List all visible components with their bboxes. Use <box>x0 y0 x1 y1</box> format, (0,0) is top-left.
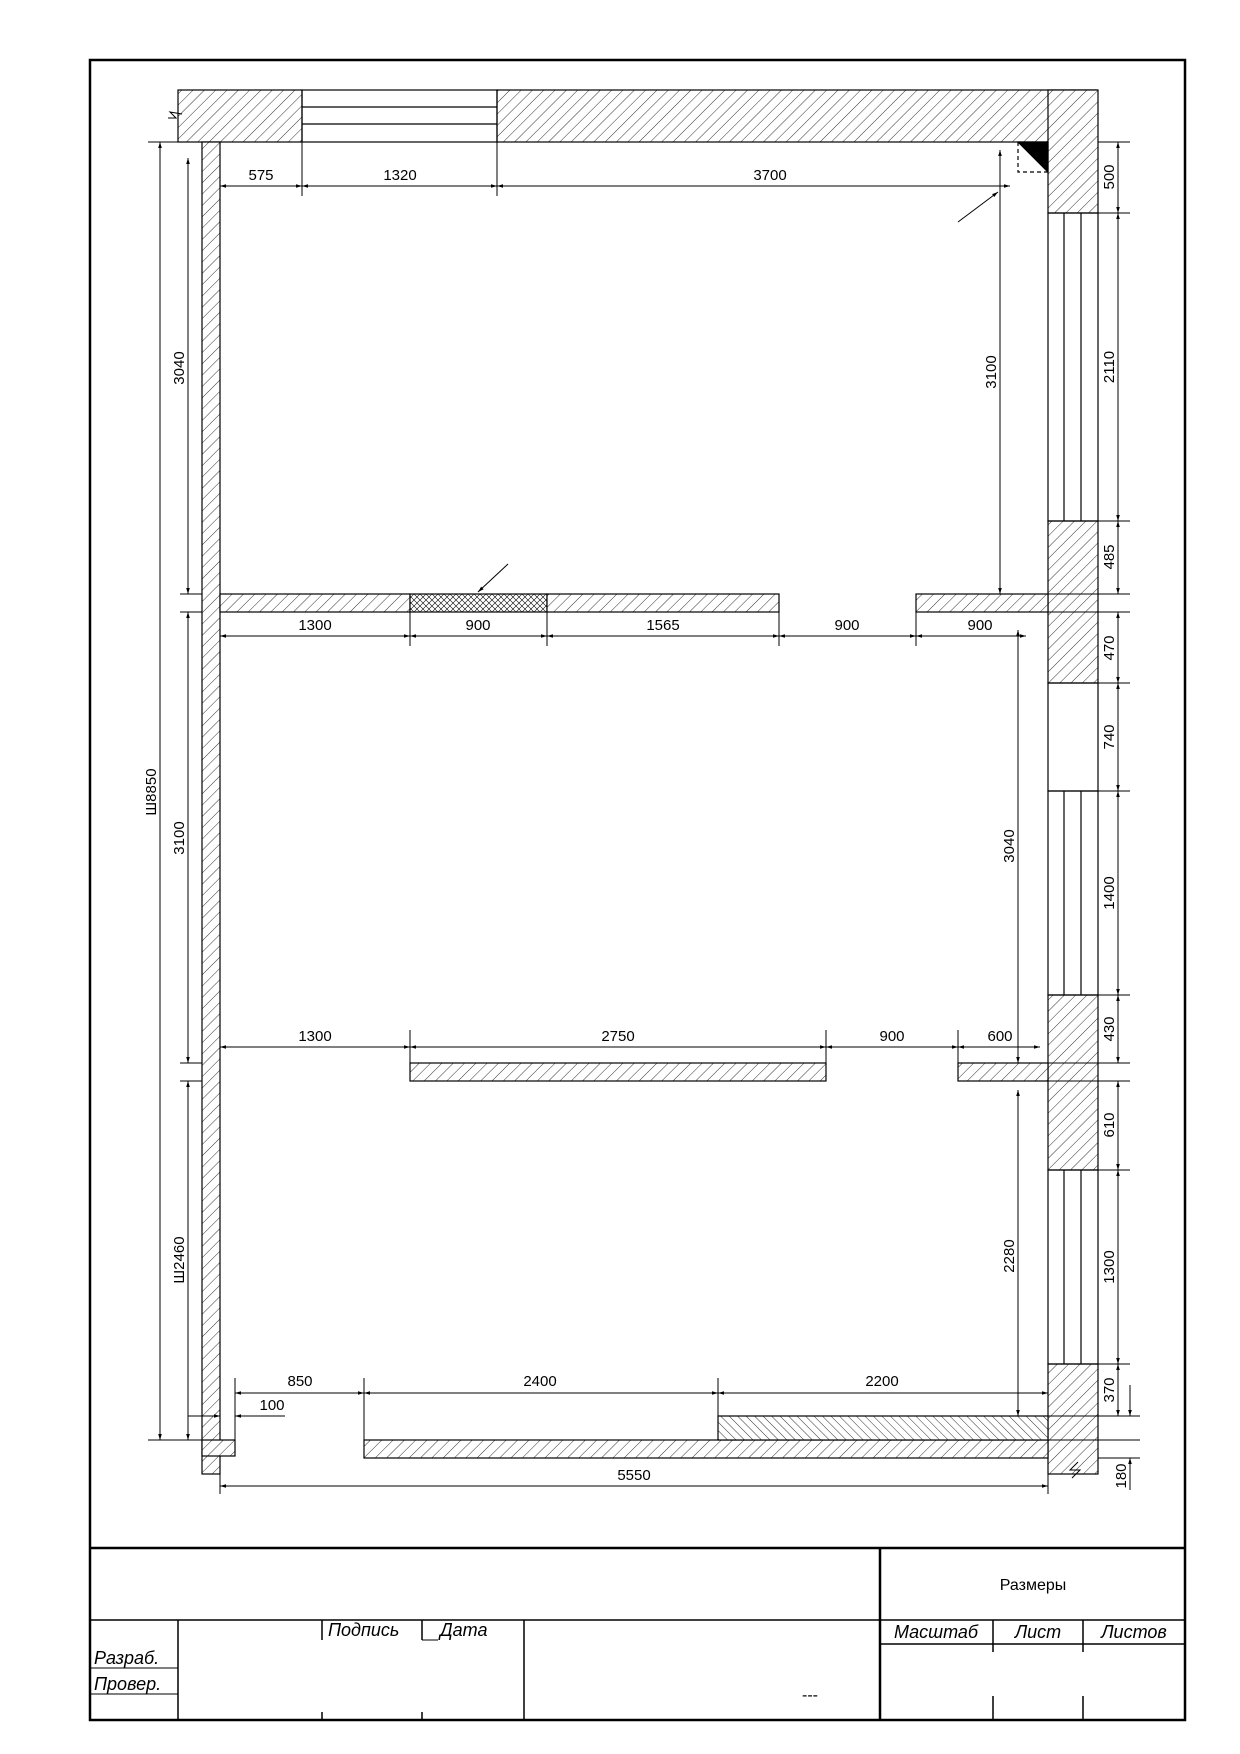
dim-right-1400: 1400 <box>1101 876 1118 910</box>
dim-right-1300: 1300 <box>1101 1250 1118 1284</box>
drawing-title: Размеры <box>999 1577 1067 1594</box>
dim-right-740: 740 <box>1101 724 1118 750</box>
dim-row2-900: 900 <box>879 1028 905 1045</box>
dim-top-575: 575 <box>248 167 274 184</box>
dim-row1-1300: 1300 <box>298 617 332 634</box>
dim-row1-900c: 900 <box>967 617 993 634</box>
top-window <box>302 90 497 142</box>
dim-top-1320: 1320 <box>383 167 417 184</box>
dim-right-610: 610 <box>1101 1112 1118 1138</box>
dim-row3-2400: 2400 <box>523 1373 557 1390</box>
dim-right-inner-3040: 3040 <box>1001 829 1018 863</box>
scale-label: Масштаб <box>893 1622 979 1642</box>
developer-label: Разраб. <box>94 1648 160 1668</box>
date-label: Дата <box>440 1620 488 1640</box>
dim-row1-900a: 900 <box>465 617 491 634</box>
dim-left-total: Ш8850 <box>143 768 160 816</box>
dim-bottom-total: 5550 <box>617 1467 651 1484</box>
walls <box>178 90 1098 1474</box>
sheet-label: Лист <box>1014 1622 1062 1642</box>
dim-right-470: 470 <box>1101 635 1118 661</box>
dim-row2-1300: 1300 <box>298 1028 332 1045</box>
signature-label: Подпись <box>328 1620 400 1640</box>
dim-row3-2200: 2200 <box>865 1373 899 1390</box>
leader-arrows <box>168 112 1080 1478</box>
dim-row1-1565: 1565 <box>646 617 680 634</box>
dim-row3-100: 100 <box>259 1397 285 1414</box>
dim-right-485: 485 <box>1101 544 1118 570</box>
dim-right-inner-2280: 2280 <box>1001 1239 1018 1273</box>
dimension-labels <box>143 164 1130 1488</box>
title-block-text <box>94 1577 1167 1704</box>
dim-row2-2750: 2750 <box>601 1028 635 1045</box>
dim-left-2460: Ш2460 <box>171 1236 188 1284</box>
dim-right-430: 430 <box>1101 1016 1118 1042</box>
dim-right-370: 370 <box>1101 1377 1118 1403</box>
dim-row2-600: 600 <box>987 1028 1013 1045</box>
dim-left-3100: 3100 <box>171 821 188 855</box>
right-windows <box>1048 213 1098 1364</box>
dim-right-2110: 2110 <box>1101 350 1118 384</box>
dim-row3-850: 850 <box>287 1373 313 1390</box>
dim-row1-900b: 900 <box>834 617 860 634</box>
dim-right-inner-3100: 3100 <box>983 355 1000 389</box>
checker-label: Провер. <box>94 1674 162 1694</box>
dim-left-3040: 3040 <box>171 351 188 385</box>
dim-top-3700: 3700 <box>753 167 787 184</box>
dim-right-180: 180 <box>1113 1463 1130 1489</box>
dimension-lines <box>148 142 1140 1494</box>
dim-right-500: 500 <box>1101 164 1118 190</box>
sheets-label: Листов <box>1101 1622 1167 1642</box>
stamp-mark: --- <box>802 1687 818 1704</box>
